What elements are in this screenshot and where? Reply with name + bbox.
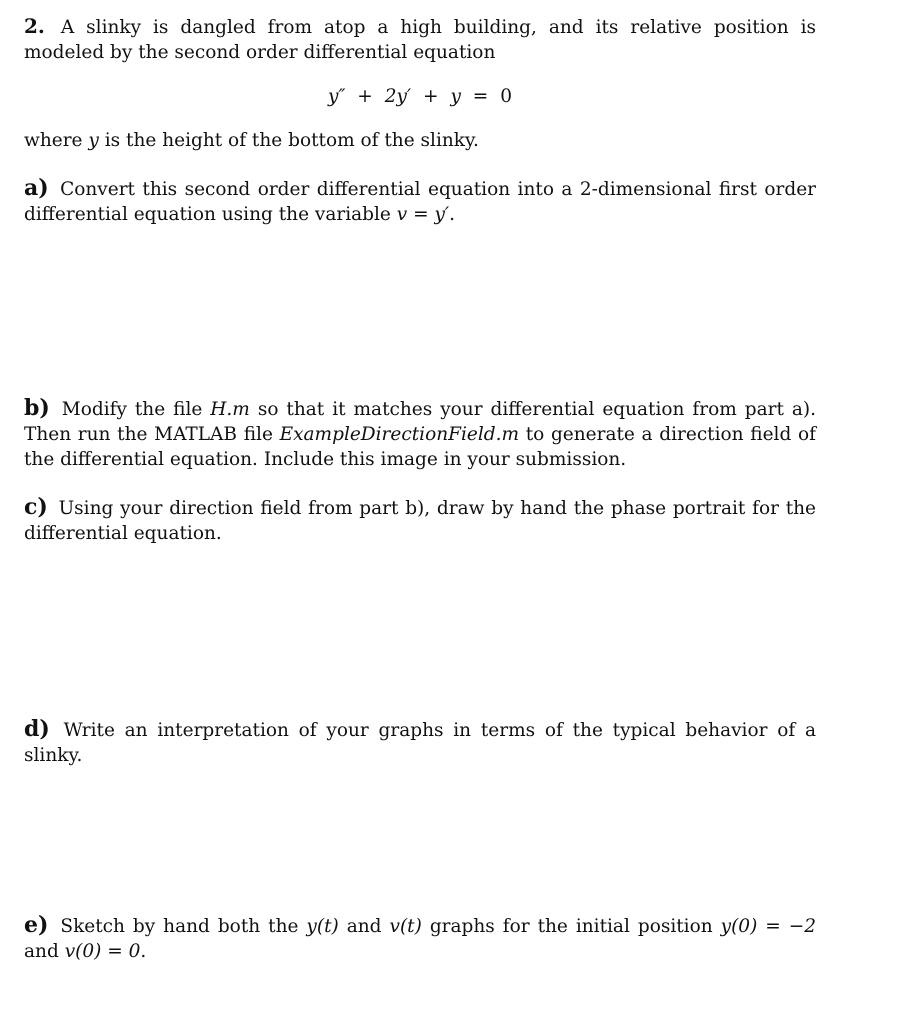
part-b-text-1: Modify the file <box>61 399 203 420</box>
part-e-text-1: Sketch by hand both the <box>60 916 299 937</box>
part-a <box>24 176 816 227</box>
where-prefix: where <box>24 130 83 151</box>
eq-term-ypp: y″ <box>328 86 346 107</box>
part-e-math-3: y(0) = −2 <box>720 916 817 937</box>
where-statement <box>24 128 479 153</box>
eq-plus-1: + <box>357 86 373 107</box>
part-e-label: e) <box>24 912 49 938</box>
part-e-text-4: and <box>24 941 59 962</box>
part-e-text-2: and <box>346 916 382 937</box>
part-b-file-1: H.m <box>210 399 250 420</box>
part-b-text-2: so that it matches your differential equation from part a). Then run the MATLAB file <box>24 399 816 445</box>
where-variable: y <box>88 130 99 151</box>
part-b-label: b) <box>24 395 50 421</box>
part-c-text: Using your direction field from part b), draw by hand the phase portrait for the differential equation. <box>24 498 816 544</box>
eq-plus-2: + <box>423 86 439 107</box>
problem-number: 2. <box>24 14 45 38</box>
part-a-text: Convert this second order differential equation into a 2-dimensional first order differential equation using the variable <box>24 179 816 225</box>
part-e-math-1: y(t) <box>306 916 339 937</box>
part-e-period: . <box>140 941 147 962</box>
differential-equation <box>24 84 816 109</box>
eq-term-2yp: 2y′ <box>384 86 412 107</box>
part-b-file-2: ExampleDirectionField.m <box>279 424 520 445</box>
part-c-label: c) <box>24 494 48 520</box>
part-e-math-2: v(t) <box>389 916 422 937</box>
part-e-math-4: v(0) = 0 <box>64 941 141 962</box>
eq-rhs: 0 <box>500 86 512 107</box>
part-c <box>24 495 816 546</box>
eq-equals: = <box>472 86 489 107</box>
problem-intro <box>24 14 816 65</box>
part-a-label: a) <box>24 175 49 201</box>
part-d-label: d) <box>24 716 50 742</box>
problem-intro-text: A slinky is dangled from atop a high building, and its relative position is modeled by the second order differential equation <box>24 17 816 63</box>
part-e <box>24 913 816 964</box>
part-b <box>24 396 816 472</box>
part-d-text: Write an interpretation of your graphs in terms of the typical behavior of a slinky. <box>24 720 816 766</box>
part-a-period: . <box>449 204 456 225</box>
part-d <box>24 717 816 768</box>
where-suffix: is the height of the bottom of the slinky. <box>104 130 479 151</box>
part-e-text-3: graphs for the initial position <box>429 916 713 937</box>
part-a-math: v = y′ <box>396 204 450 225</box>
part-b-text-3: to generate a direction field of the differential equation. Include this image in your submission. <box>24 424 816 470</box>
eq-term-y: y <box>450 86 461 107</box>
